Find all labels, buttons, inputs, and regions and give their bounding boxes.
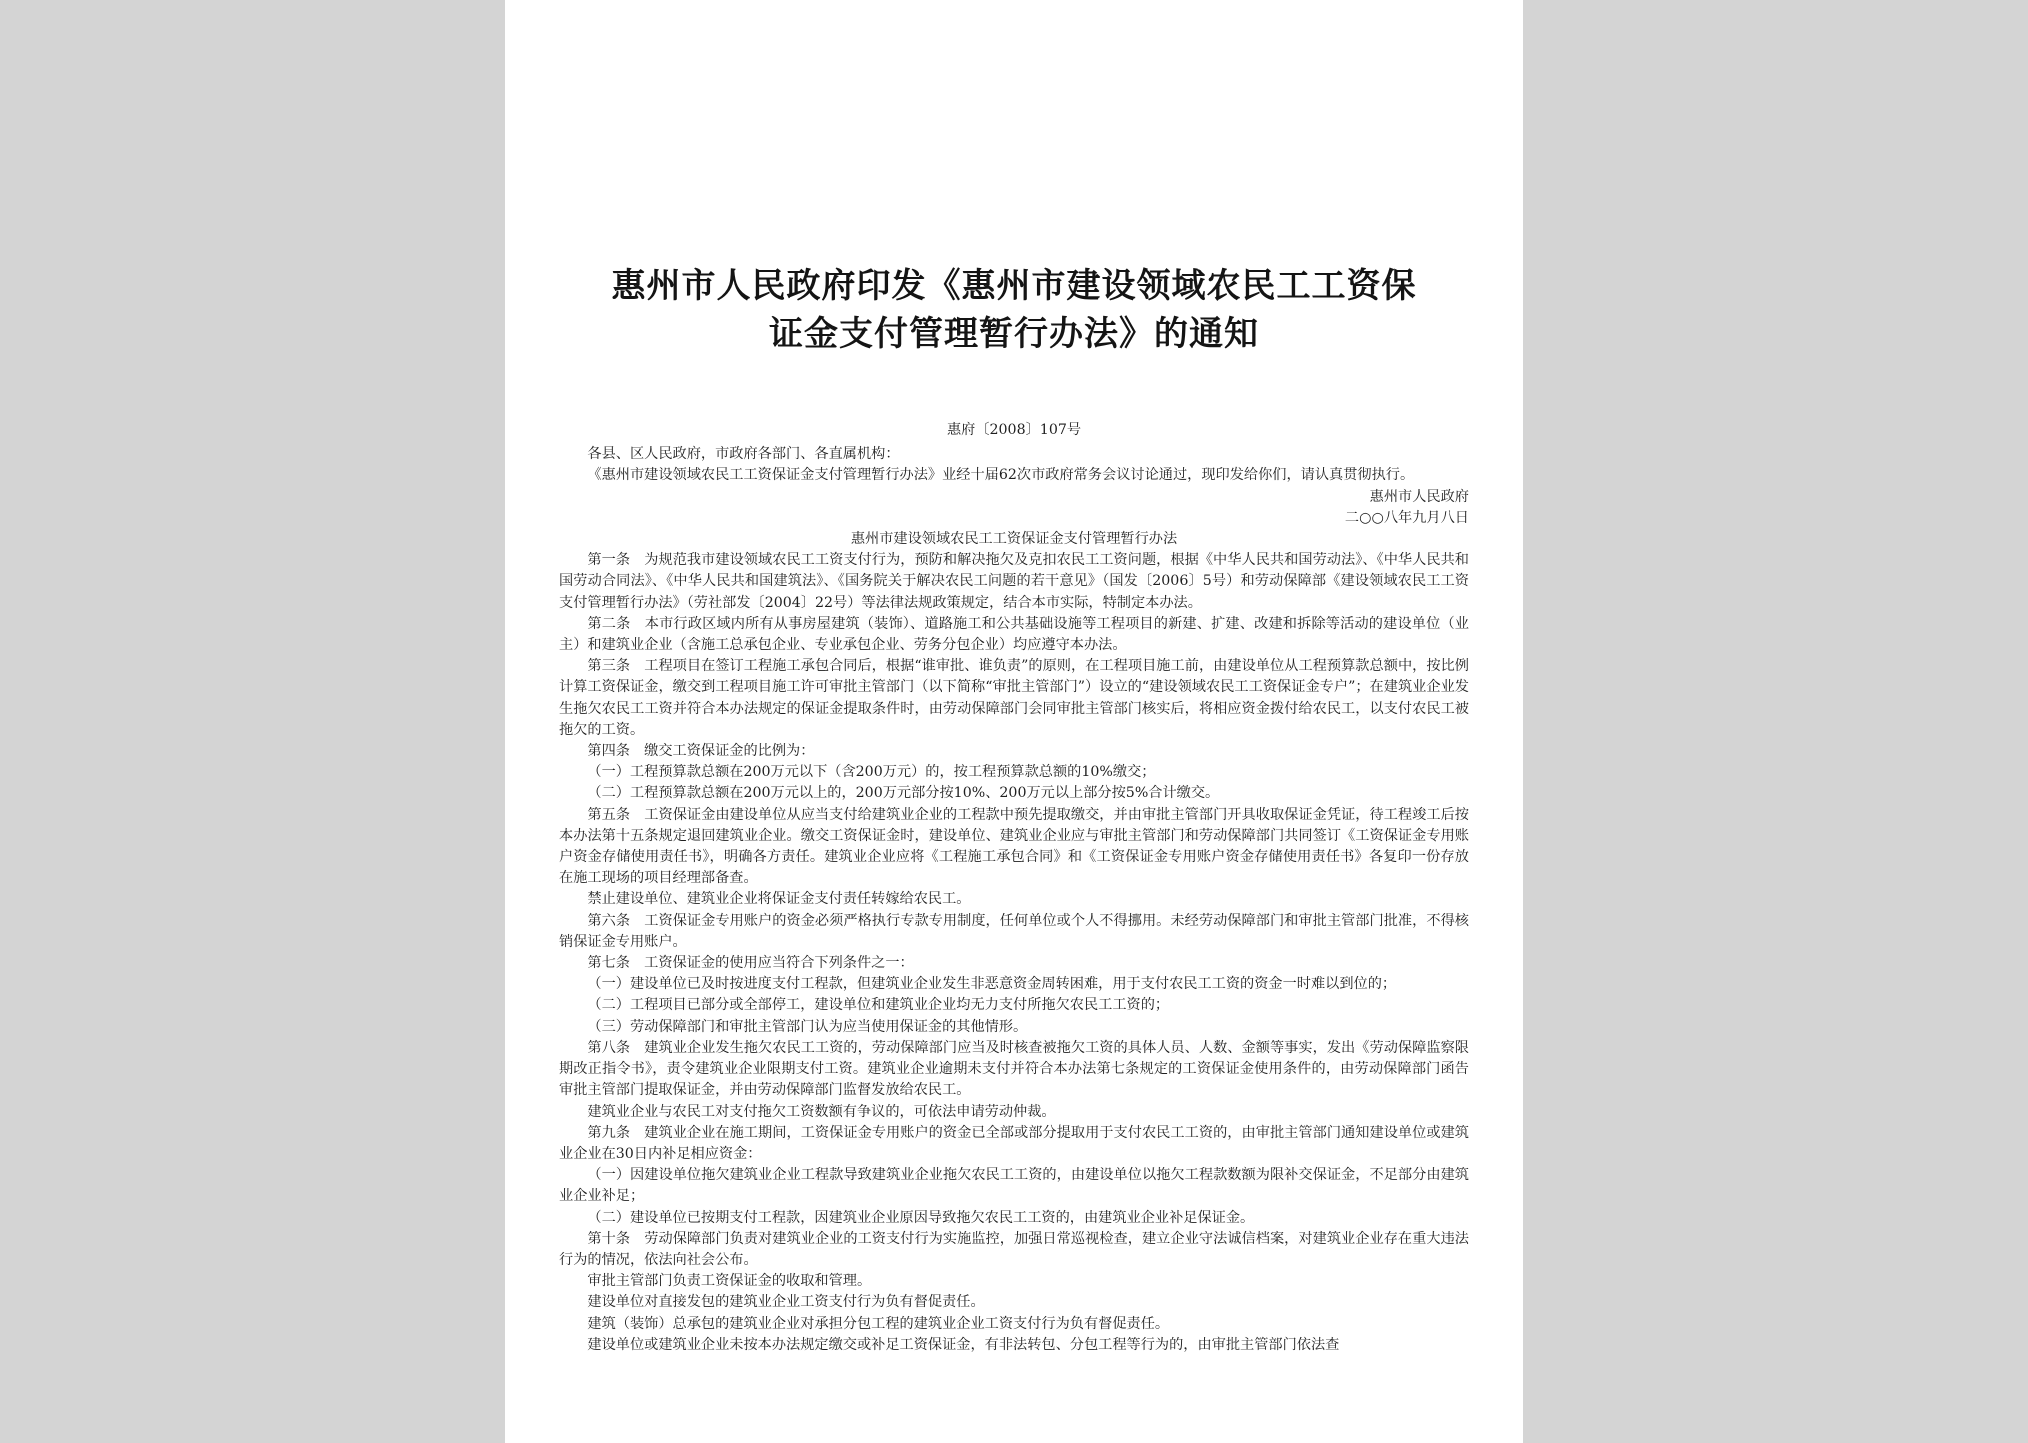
article-paragraph: 第八条 建筑业企业发生拖欠农民工工资的，劳动保障部门应当及时核查被拖欠工资的具体人员、人数、金额等事实，发出《劳动保障监察限期改正指令书》，责令建筑业企业限期支付工资。建筑业企业逾期未支付并符合本办法第七条规定的工资保证金使用条件的，由劳动保障部门函告审批主管部门提取保证金，并由劳动保障部门监督发放给农民工。 [559, 1039, 1469, 1099]
article-paragraph: （二）工程预算款总额在200万元以上的，200万元部分按10%、200万元以上部分按5%合计缴交。 [587, 785, 1220, 802]
article-paragraph: 第七条 工资保证金的使用应当符合下列条件之一： [587, 955, 914, 972]
document-body [559, 420, 1469, 1356]
measures-title: 惠州市建设领域农民工工资保证金支付管理暂行办法 [850, 531, 1178, 548]
issue-date: 二○○八年九月八日 [1344, 509, 1469, 526]
intro-paragraph: 《惠州市建设领域农民工工资保证金支付管理暂行办法》业经十届62次市政府常务会议讨论通过，现印发给你们，请认真贯彻执行。 [587, 467, 1415, 484]
article-paragraph: 建设单位或建筑业企业未按本办法规定缴交或补足工资保证金，有非法转包、分包工程等行为的，由审批主管部门依法查 [587, 1336, 1340, 1353]
article-paragraph: 第十条 劳动保障部门负责对建筑业企业的工资支付行为实施监控，加强日常巡视检查，建立企业守法诚信档案，对建筑业企业存在重大违法行为的情况，依法向社会公布。 [559, 1230, 1469, 1268]
article-paragraph: 第九条 建筑业企业在施工期间，工资保证金专用账户的资金已全部或部分提取用于支付农民工工资的，由审批主管部门通知建设单位或建筑业企业在30日内补足相应资金： [559, 1124, 1469, 1162]
article-paragraph: 建筑（装饰）总承包的建筑业企业对承担分包工程的建筑业企业工资支付行为负有督促责任。 [587, 1315, 1170, 1332]
article-paragraph: 第五条 工资保证金由建设单位从应当支付给建筑业企业的工程款中预先提取缴交，并由审批主管部门开具收取保证金凭证，待工程竣工后按本办法第十五条规定退回建筑业企业。缴交工资保证金时，建设单位、建筑业企业应与审批主管部门和劳动保障部门共同签订《工资保证金专用账户资金存储使用责任书》，明确各方责任。建筑业企业应将《工程施工承包合同》和《工资保证金专用账户资金存储使用责任书》各复印一份存放在施工现场的项目经理部备查。 [559, 806, 1469, 887]
issuer: 惠州市人民政府 [1369, 488, 1469, 505]
article-paragraph: 第一条 为规范我市建设领域农民工工资支付行为，预防和解决拖欠及克扣农民工工资问题，根据《中华人民共和国劳动法》、《中华人民共和国劳动合同法》、《中华人民共和国建筑法》、《国务院关于解决农民工问题的若干意见》（国发〔2006〕5号）和劳动保障部《建设领域农民工工资支付管理暂行办法》（劳社部发〔2004〕22号）等法律法规政策规定，结合本市实际，特制定本办法。 [559, 552, 1469, 611]
article-paragraph: （二）建设单位已按期支付工程款，因建筑业企业原因导致拖欠农民工工资的，由建筑业企业补足保证金。 [587, 1209, 1255, 1226]
article-paragraph: 建设单位对直接发包的建筑业企业工资支付行为负有督促责任。 [587, 1294, 985, 1311]
article-paragraph: 建筑业企业与农民工对支付拖欠工资数额有争议的，可依法申请劳动仲裁。 [587, 1103, 1056, 1120]
article-paragraph: （二）工程项目已部分或全部停工，建设单位和建筑业企业均无力支付所拖欠农民工工资的； [587, 997, 1170, 1014]
title-line-2: 证金支付管理暂行办法》的通知 [769, 314, 1259, 354]
article-paragraph: 禁止建设单位、建筑业企业将保证金支付责任转嫁给农民工。 [587, 891, 971, 908]
document-page [505, 0, 1523, 1443]
document-number: 惠府〔2008〕107号 [946, 422, 1082, 438]
article-paragraph: 第六条 工资保证金专用账户的资金必须严格执行专款专用制度，任何单位或个人不得挪用。未经劳动保障部门和审批主管部门批准，不得核销保证金专用账户。 [559, 912, 1469, 950]
article-paragraph: 第四条 缴交工资保证金的比例为： [587, 743, 815, 760]
article-paragraph: （三）劳动保障部门和审批主管部门认为应当使用保证金的其他情形。 [587, 1018, 1028, 1035]
article-paragraph: 审批主管部门负责工资保证金的收取和管理。 [587, 1273, 872, 1290]
article-paragraph: （一）因建设单位拖欠建筑业企业工程款导致建筑业企业拖欠农民工工资的，由建设单位以拖欠工程款数额为限补交保证金，不足部分由建筑业企业补足； [559, 1167, 1469, 1205]
article-paragraph: 第三条 工程项目在签订工程施工承包合同后，根据“谁审批、谁负责”的原则，在工程项目施工前，由建设单位从工程预算款总额中，按比例计算工资保证金，缴交到工程项目施工许可审批主管部门（以下简称“审批主管部门”）设立的“建设领域农民工工资保证金专户”；在建筑业企业发生拖欠农民工工资并符合本办法规定的保证金提取条件时，由劳动保障部门会同审批主管部门核实后，将相应资金拨付给农民工，以支付农民工被拖欠的工资。 [559, 658, 1469, 738]
salutation: 各县、区人民政府，市政府各部门、各直属机构： [587, 446, 900, 463]
article-paragraph: 第二条 本市行政区域内所有从事房屋建筑（装饰）、道路施工和公共基础设施等工程项目的新建、扩建、改建和拆除等活动的建设单位（业主）和建筑业企业（含施工总承包企业、专业承包企业、劳务分包企业）均应遵守本办法。 [559, 615, 1469, 654]
article-paragraph: （一）工程预算款总额在200万元以下（含200万元）的，按工程预算款总额的10%缴交； [587, 764, 1156, 781]
article-paragraph: （一）建设单位已及时按进度支付工程款，但建筑业企业发生非恶意资金周转困难，用于支付农民工工资的资金一时难以到位的； [587, 976, 1397, 993]
title-line-1: 惠州市人民政府印发《惠州市建设领域农民工工资保 [611, 266, 1417, 306]
article-list [559, 550, 1469, 1356]
document-title [545, 262, 1483, 358]
